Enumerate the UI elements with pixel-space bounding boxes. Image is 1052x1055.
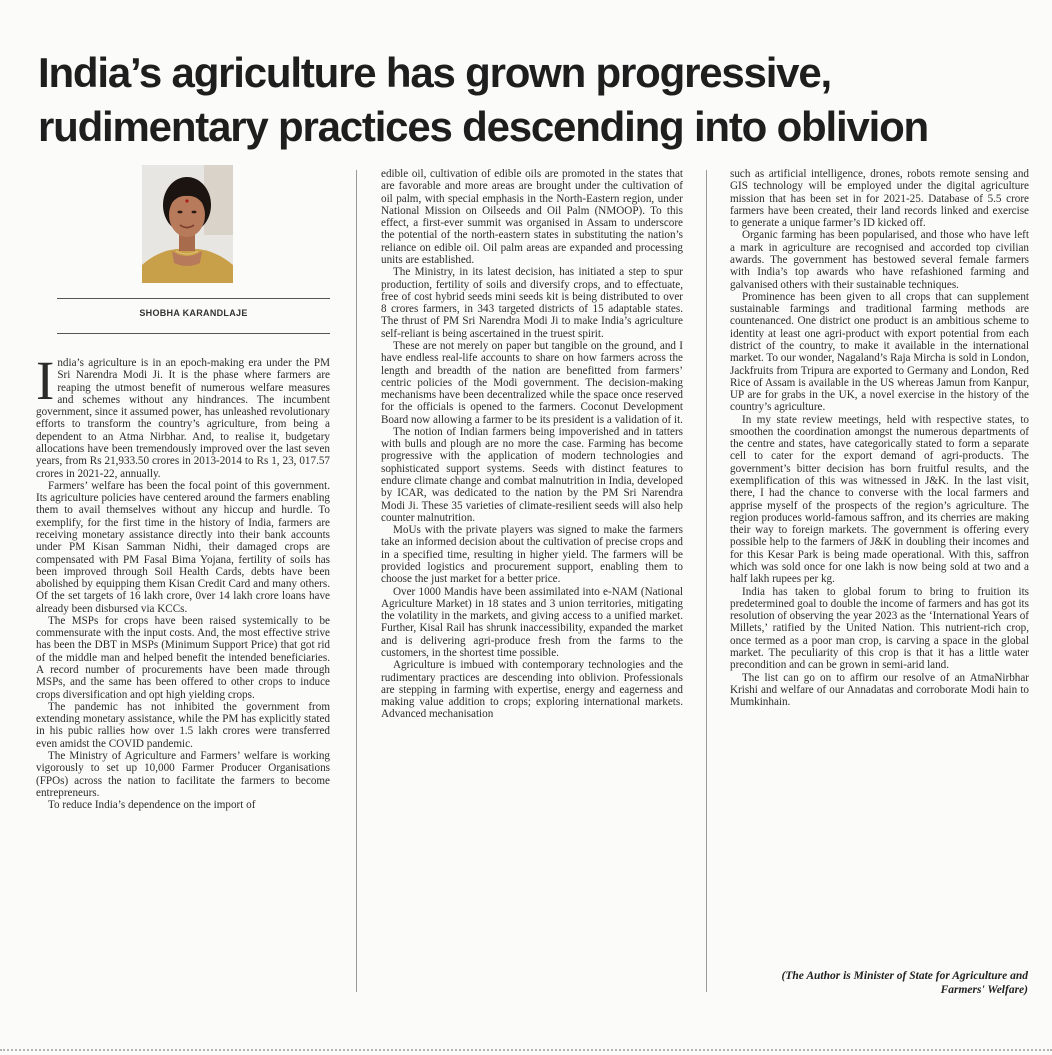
byline-top-rule (57, 298, 330, 299)
paragraph-text: ndia’s agriculture is in an epoch-making era under the PM Sri Narendra Modi Ji. It is the phase where farmers are reaping the utmost benefit of numerous welfare measures and schemes without any hindrances. The incumbent government, since it assumed power, has unleashed revolutionary efforts to transform the country’s agriculture, from being a dependent to an Atma Nirbhar. And, to realise it, budgetary allocations have been tremendously improved over the last seven years, from Rs 21,933.50 crores in 2013-2014 to Rs 1, 23, 017.57 crores in 2021-22, annually. (36, 357, 330, 480)
paragraph: These are not merely on paper but tangible on the ground, and I have endless real-life accounts to share on how farmers across the length and breadth of the nation are benefitted from farmers’ centric policies of the Modi government. The decision-making mechanisms have been decentralized while the space once reserved for the officials is opened to the farmers. Coconut Development Board now allowing a farmer to be its president is a validation of it. (381, 339, 683, 426)
article-column-2 (381, 168, 683, 721)
author-footnote: (The Author is Minister of State for Agriculture and Farmers' Welfare) (781, 970, 1028, 996)
article-column-3 (730, 168, 1029, 708)
paragraph: The Ministry of Agriculture and Farmers’ welfare is working vigorously to set up 10,000 Farmer Producer Organisations (FPOs) across the nation to facilitate the farmers to become entrepreneurs. (36, 750, 330, 799)
dotted-border (0, 1049, 1052, 1051)
paragraph: In my state review meetings, held with respective states, to smoothen the coordination amongst the numerous departments of the centre and states, have categorically stated to form a separate cell to cater for the export demand of agri-products. The government’s bitter decision has born fruitful results, and the exemplification of this was witnessed in J&K. In the last visit, there, I had the chance to converse with the local farmers and apprise myself of the prospects of the region’s agriculture. The region produces world-famous saffron, and its cherries are making their way to foreign markets. The government is offering every possible help to the farmers of J&K in doubling their incomes and for this Kesar Park is being made operational. With this, saffron which was sold once for one lakh is now being sold at two and a half lakh rupees per kg. (730, 413, 1029, 586)
column-divider (706, 170, 707, 992)
paragraph: Organic farming has been popularised, and those who have left a mark in agriculture are recognised and accorded top civilian awards. The government has bestowed several female farmers with India’s top awards who have refashioned farming and galvanised others with their sustainable techniques. (730, 229, 1029, 291)
paragraph (36, 350, 330, 480)
author-portrait-icon (142, 165, 233, 283)
article-column-1 (36, 350, 330, 812)
drop-cap: I (36, 350, 55, 411)
author-byline: SHOBHA KARANDLAJE (139, 308, 248, 318)
paragraph: The MSPs for crops have been raised systemically to be commensurate with the input costs. And, the most effective strive has been the DBT in MSPs (Minimum Support Price) that got rid of the middle man and helped benefit the intended beneficiaries. A record number of procurements have been made through MSPs, and the same has been offered to other crops to induce crops diversification and opt high yielding crops. (36, 614, 330, 701)
paragraph: The Ministry, in its latest decision, has initiated a step to spur production, fertility of soils and diversify crops, and to effectuate, free of cost hybrid seeds mini seeds kit is being distributed to over 8 crores farmers, in 343 targeted districts of 15 adaptable states. The thrust of PM Sri Narendra Modi Ji to make India’s agriculture self-reliant is being ascertained in the truest spirit. (381, 266, 683, 340)
paragraph: Over 1000 Mandis have been assimilated into e-NAM (National Agriculture Market) in 18 states and 3 union territories, mitigating the volatility in the markets, and giving access to a unified market. Further, Kisal Rail has shrunk inaccessibility, expanded the market and is delivering agri-produce fresh from the farms to the customers, in the shortest time possible. (381, 585, 683, 659)
paragraph: The notion of Indian farmers being impoverished and in tatters with bulls and plough are no more the case. Farming has become progressive with the application of modern technologies and sophisticated support systems. Seeds with distinct features to endure climate change and combat malnutrition in India, developed by ICAR, was dedicated to the nation by the PM Sri Narendra Modi Ji. These 35 varieties of climate-resilient seeds will also help counter malnutrition. (381, 425, 683, 524)
paragraph: MoUs with the private players was signed to make the farmers take an informed decision about the cultivation of precise crops and in a specified time, resulting in higher yield. The farmers will be provided logistics and procurement support, enabling them to choose the just market for a better price. (381, 524, 683, 586)
paragraph: Farmers’ welfare has been the focal point of this government. Its agriculture policies have centered around the farmers enabling them to avail themselves without any hiccup and hurdle. To exemplify, for the first time in the history of India, farmers are receiving monetary assistance directly into their bank accounts under PM Kisan Samman Nidhi, their damaged crops are compensated with PM Fasal Bima Yojana, fertility of soils has been improved through Soil Health Cards, debts have been abolished by equipping them Kisan Credit Card and many others. Of the set targets of 16 lakh crore, 0ver 14 lakh crore loans have already been disbursed via KCCs. (36, 479, 330, 615)
paragraph: The pandemic has not inhibited the government from extending monetary assistance, while the PM has explicitly stated in his pubic rallies how over 1.5 lakh crores were transferred even amidst the COVID pandemic. (36, 700, 330, 750)
paragraph: India has taken to global forum to bring to fruition its predetermined goal to double the income of farmers and has got its resolution of observing the year 2023 as the ‘International Years of Millets,’ ratified by the United Nation. This nutrient-rich crop, once termed as a poor man crop, is carving a space in the global market. The peculiarity of this crop is that it has a little water precondition and can be grown in semi-arid land. (730, 585, 1029, 672)
byline-bottom-rule (57, 333, 330, 334)
paragraph: Agriculture is imbued with contemporary technologies and the rudimentary practices are descending into oblivion. Professionals are stepping in farming with expertise, energy and eagerness and making value addition to crops; exploring international markets. Advanced mechanisation (381, 659, 683, 721)
author-photo (142, 165, 233, 283)
paragraph: such as artificial intelligence, drones, robots remote sensing and GIS technology will be employed under the digital agriculture mission that has been set in for 2021-25. Database of 5.5 crore farmers have been created, their land records linked and exercise to generate a unique farmer’s ID kicked off. (730, 168, 1029, 230)
paragraph: The list can go on to affirm our resolve of an AtmaNirbhar Krishi and welfare of our Annadatas and corroborate Modi hain to Mumkinhain. (730, 671, 1029, 709)
headline: India’s agriculture has grown progressive, rudimentary practices descending into oblivion (38, 49, 928, 150)
paragraph: edible oil, cultivation of edible oils are promoted in the states that are favorable and more areas are brought under the cultivation of oil palm, with special emphasis in the North-Eastern region, under National Mission on Oilseeds and Oil Palm (NMOOP). To this effect, a first-ever summit was organised in Assam to underscore the potential of the north-eastern states in substituting the nation’s reliance on edible oil. Oil palm areas are expanded and processing units are established. (381, 168, 683, 266)
paragraph: Prominence has been given to all crops that can supplement sustainable farmings and traditional farming methods are countenanced. One district one product is an ambitious scheme to identity at least one agri-product with export potential from each district of the country, to make it available in the international market. To our wonder, Nagaland’s Raja Mircha is sold in London, Jackfruits from Tripura are exported to Germany and London, Red Rice of Assam is available in the US whereas Jamun from Kanpur, UP are for grabs in the UK, a novel exercise in the history of the country’s agriculture. (730, 290, 1029, 414)
paragraph: To reduce India’s dependence on the import of (48, 799, 256, 812)
column-divider (356, 170, 357, 992)
